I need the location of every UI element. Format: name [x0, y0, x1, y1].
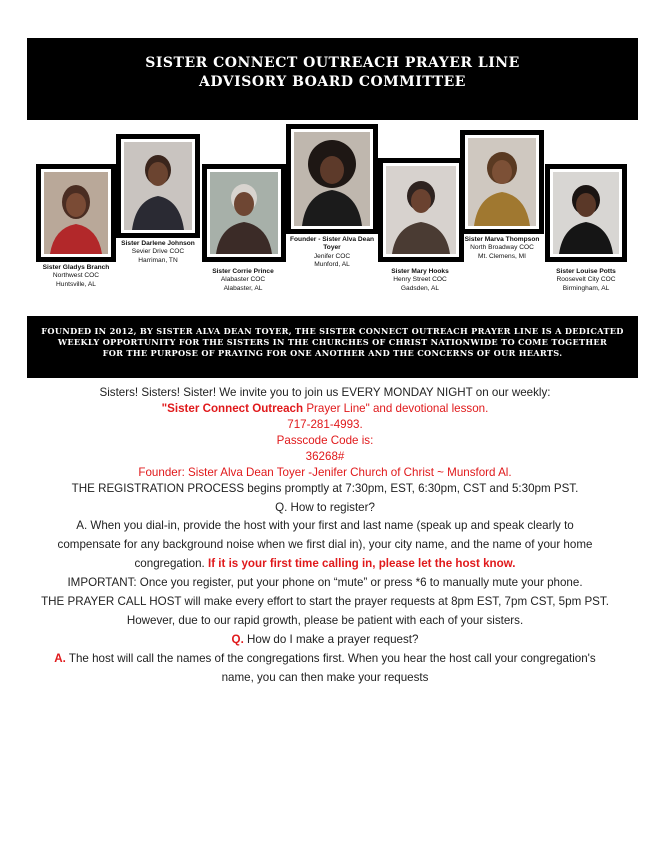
portrait-corrie-prince	[202, 164, 286, 262]
founded-line2: WEEKLY OPPORTUNITY FOR THE SISTERS IN THE CHURCHES OF CHRIST NATIONWIDE TO COME TOGETHER	[57, 337, 608, 347]
member-caption	[289, 236, 375, 270]
photo-strip	[27, 120, 638, 316]
member-name: Sister Mary Hooks	[391, 268, 449, 275]
member-caption	[33, 264, 119, 289]
prayer-line-name-bold: "Sister Connect Outreach	[161, 402, 304, 415]
member-name: Sister Marva Thompson	[464, 236, 540, 243]
member-city: Mt. Clemens, MI	[478, 252, 526, 260]
answer-line3-plain: congregation.	[134, 557, 208, 570]
member-name: Founder - Sister Alva Dean Toyer	[289, 236, 375, 252]
member-name: Sister Darlene Johnson	[121, 240, 195, 247]
invite-text: Sisters! Sisters! Sister! We invite you to join us EVERY MONDAY NIGHT on our weekly:	[99, 386, 551, 399]
answer-line3	[10, 556, 640, 572]
member-church: North Broadway COC	[470, 244, 534, 252]
portrait-louise-potts	[545, 164, 627, 262]
member-city: Gadsden, AL	[400, 284, 440, 292]
portrait-darlene-johnson	[116, 134, 200, 238]
first-time-notice: If it is your first time calling in, please let the host know.	[207, 557, 516, 570]
answer-prayer-request-line1	[10, 651, 640, 667]
founded-statement	[37, 326, 628, 359]
banner-title	[27, 54, 638, 92]
member-church: Northwest COC	[52, 272, 100, 280]
portrait-mary-hooks	[378, 158, 464, 262]
answer-line1: A. When you dial-in, provide the host with your first and last name (speak up and speak clearly to	[76, 519, 574, 532]
q2-text: How do I make a prayer request?	[243, 633, 419, 646]
member-name: Sister Louise Potts	[556, 268, 616, 275]
answer-line2: compensate for any background noise when we first dial in), your city name, and the name of your home	[57, 538, 593, 551]
member-city: Huntsville, AL	[56, 280, 96, 288]
member-city: Harriman, TN	[138, 256, 178, 264]
member-caption	[200, 268, 286, 293]
prayer-line-name-rest: Prayer Line" and devotional lesson.	[303, 402, 489, 415]
passcode-label: Passcode Code is:	[276, 434, 374, 447]
answer-prayer-request-line2: name, you can then make your requests	[221, 671, 429, 684]
founder-line: Founder: Sister Alva Dean Toyer -Jenifer Church of Christ ~ Munsford Al.	[138, 466, 512, 479]
question-register: Q. How to register?	[275, 501, 375, 514]
member-caption	[115, 240, 201, 265]
member-church: Roosevelt City COC	[556, 276, 616, 284]
a2-label: A.	[54, 652, 66, 665]
important-notice: IMPORTANT: Once you register, put your phone on “mute” or press *6 to manually mute your phone.	[67, 576, 583, 589]
founded-line3: FOR THE PURPOSE OF PRAYING FOR ONE ANOTHER AND THE CONCERNS OF OUR HEARTS.	[102, 348, 563, 358]
phone-number: 717-281-4993.	[287, 418, 363, 431]
portrait-gladys-branch	[36, 164, 116, 262]
member-church: Alabaster COC	[220, 276, 266, 284]
portrait-marva-thompson	[460, 130, 544, 234]
member-church: Henry Street COC	[393, 276, 447, 284]
prayer-line-name	[10, 401, 640, 417]
member-city: Alabaster, AL	[223, 284, 263, 292]
member-city: Munford, AL	[314, 261, 350, 269]
member-caption	[377, 268, 463, 293]
member-city: Birmingham, AL	[562, 284, 610, 292]
member-church: Sevier Drive COC	[131, 248, 185, 256]
member-name: Sister Gladys Branch	[42, 264, 110, 271]
advisory-board-banner	[27, 38, 638, 378]
passcode: 36268#	[305, 450, 345, 463]
portrait-alva-dean-toyer	[286, 124, 378, 234]
banner-title-line2: ADVISORY BOARD COMMITTEE	[199, 74, 466, 90]
founded-line1: FOUNDED IN 2012, BY SISTER ALVA DEAN TOYER, THE SISTER CONNECT OUTREACH PRAYER LINE IS A DEDICATED	[41, 326, 624, 336]
question-prayer-request	[10, 632, 640, 648]
member-caption	[543, 268, 629, 293]
registration-process: THE REGISTRATION PROCESS begins promptly at 7:30pm, EST, 6:30pm, CST and 5:30pm PST.	[71, 482, 579, 495]
host-schedule: THE PRAYER CALL HOST will make every effort to start the prayer requests at 8pm EST, 7pm CST, 5pm PST.	[41, 595, 609, 608]
patience-note: However, due to our rapid growth, please be patient with each of your sisters.	[126, 614, 524, 627]
member-name: Sister Corrie Prince	[212, 268, 274, 275]
banner-title-line1: SISTER CONNECT OUTREACH PRAYER LINE	[145, 55, 520, 71]
q2-label: Q.	[231, 633, 244, 646]
member-church: Jenifer COC	[313, 252, 351, 260]
member-caption	[459, 236, 545, 261]
a2-line1: The host will call the names of the congregations first. When you hear the host call your congregation's	[65, 652, 596, 665]
